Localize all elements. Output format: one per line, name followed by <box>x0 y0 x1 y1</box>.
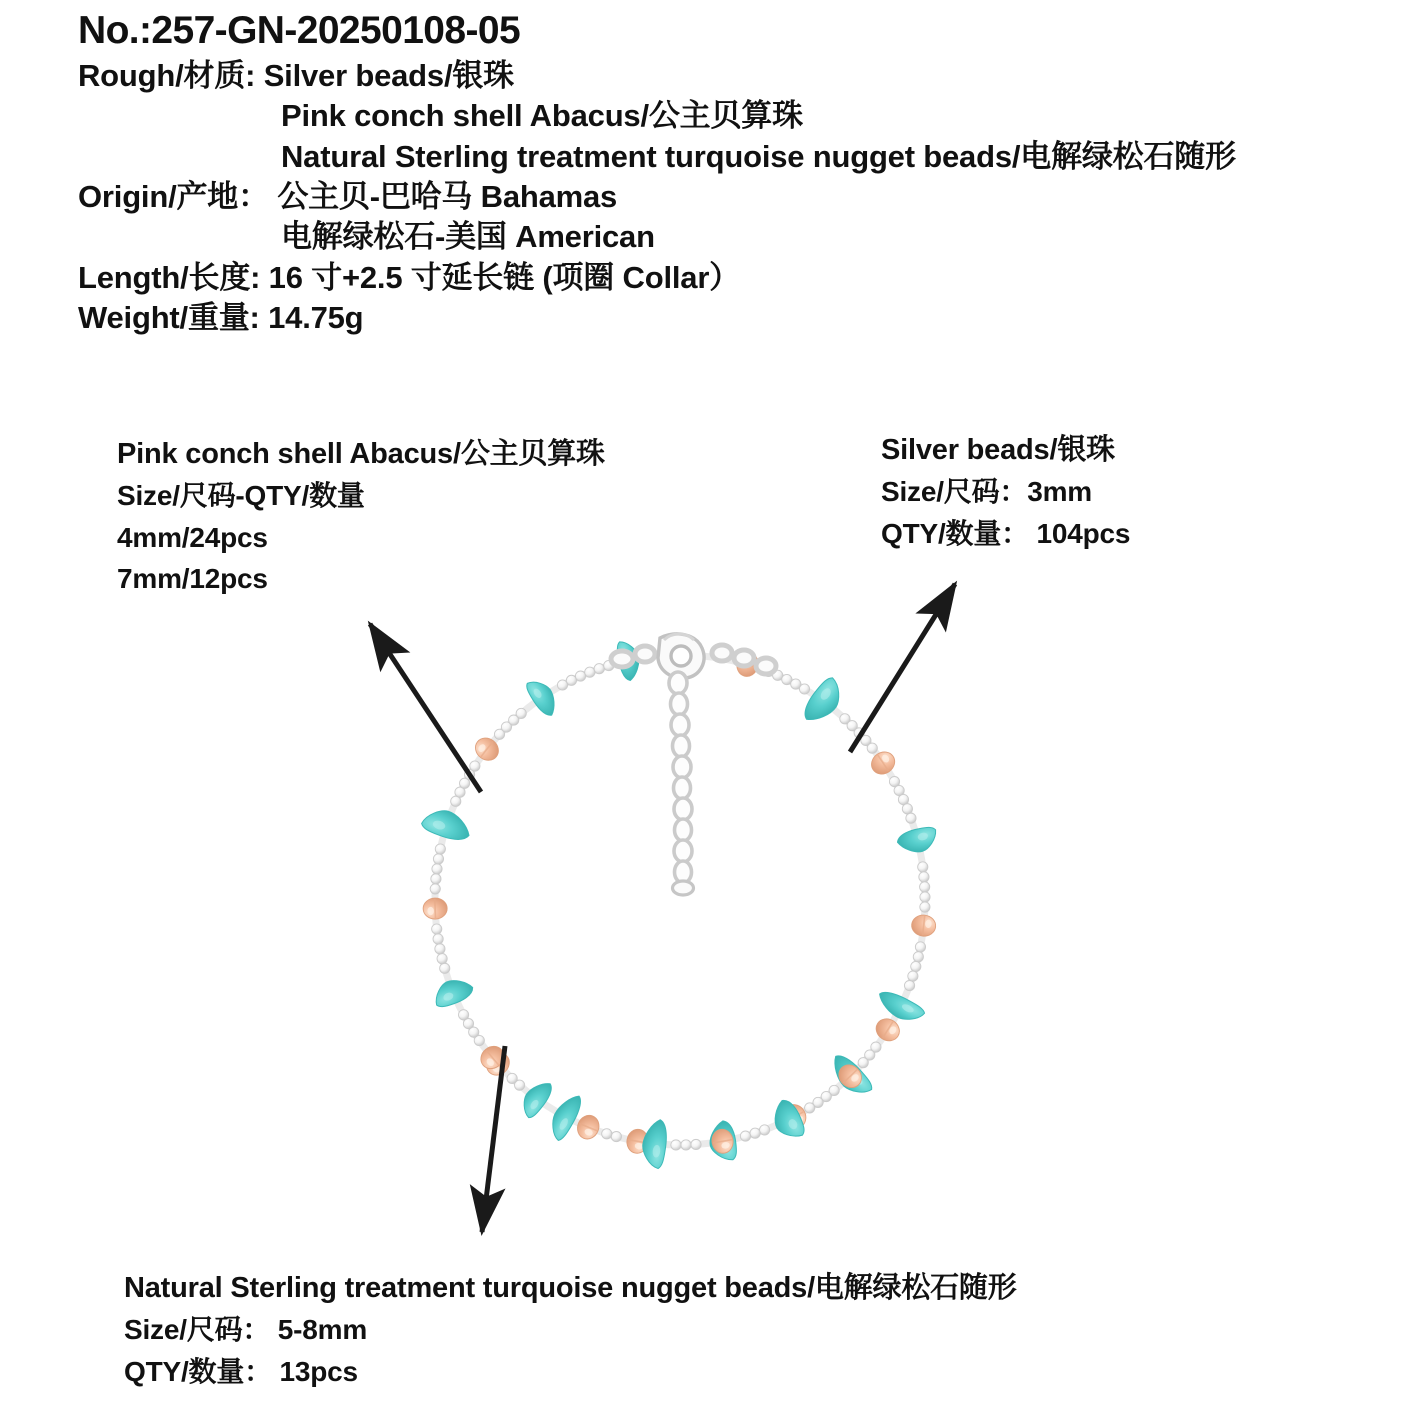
silver-seed-bead <box>904 981 914 991</box>
silver-seed-bead <box>432 924 442 934</box>
rough-value-3: Natural Sterling treatment turquoise nugget beads/电解绿松石随形 <box>281 138 1236 174</box>
rough-label: Rough/材质: <box>78 58 256 94</box>
callout-turquoise-size: Size/尺码： 5-8mm <box>124 1314 368 1346</box>
turquoise-nugget-bead <box>640 1118 668 1169</box>
silver-seed-bead <box>585 667 595 677</box>
silver-seed-bead <box>671 1140 681 1150</box>
silver-seed-bead <box>918 862 928 872</box>
product-illustration <box>0 520 1417 1280</box>
turquoise-nugget-bead <box>523 675 562 719</box>
silver-seed-bead <box>908 971 918 981</box>
callout-pink-conch-title: Pink conch shell Abacus/公主贝算珠 <box>117 438 605 470</box>
silver-seed-bead <box>566 675 576 685</box>
silver-seed-bead <box>906 813 916 823</box>
silver-seed-bead <box>681 1140 691 1150</box>
callout-turquoise-nugget-beads <box>124 1268 1017 1392</box>
silver-seed-bead <box>691 1139 701 1149</box>
document-number: No.:257-GN-20250108-05 <box>78 9 521 52</box>
silver-seed-bead <box>507 1073 517 1083</box>
pink-conch-shell-bead <box>911 914 937 937</box>
silver-seed-bead <box>740 1131 750 1141</box>
silver-seed-bead <box>858 1058 868 1068</box>
origin-value-2: 电解绿松石-美国 American <box>281 219 655 255</box>
silver-seed-bead <box>430 884 440 894</box>
rough-value-1: Silver beads/银珠 <box>263 58 514 94</box>
silver-seed-bead <box>594 664 604 674</box>
silver-seed-bead <box>433 934 443 944</box>
silver-seed-bead <box>898 794 908 804</box>
extender-end-tag <box>673 881 694 895</box>
pink-conch-shell-bead <box>574 1112 602 1142</box>
rough-value-2: Pink conch shell Abacus/公主贝算珠 <box>281 98 803 134</box>
arrow-to-silver-beads <box>850 584 955 752</box>
turquoise-nugget-bead <box>430 974 476 1010</box>
weight-label: Weight/重量: <box>78 299 260 335</box>
silver-seed-bead <box>915 942 925 952</box>
length-value: 16 寸+2.5 寸延长链 (项圈 Collar） <box>268 259 740 295</box>
callout-pink-conch-size-4mm: 4mm/24pcs <box>117 521 268 553</box>
rough-material-line-3 <box>78 137 1378 177</box>
silver-seed-bead <box>611 1132 621 1142</box>
silver-seed-bead <box>435 944 445 954</box>
bead-facet-line <box>435 899 436 918</box>
silver-seed-bead <box>911 961 921 971</box>
origin-label: Origin/产地： <box>78 178 269 214</box>
silver-seed-bead <box>440 963 450 973</box>
callout-pink-conch-size-7mm: 7mm/12pcs <box>117 563 268 595</box>
silver-seed-bead <box>516 708 526 718</box>
callout-silver-beads-title: Silver beads/银珠 <box>881 434 1115 466</box>
arrow-to-pink-conch <box>370 624 481 792</box>
callout-pink-conch-size-qty-header: Size/尺码-QTY/数量 <box>117 480 365 512</box>
silver-seed-bead <box>894 785 904 795</box>
length-label: Length/长度: <box>78 259 261 295</box>
silver-seed-bead <box>437 954 447 964</box>
callout-silver-beads-qty: QTY/数量： 104pcs <box>881 517 1131 549</box>
weight-line <box>78 298 1378 338</box>
specification-block <box>78 8 1378 338</box>
length-line <box>78 258 1378 298</box>
callout-turquoise-qty: QTY/数量： 13pcs <box>124 1355 358 1387</box>
silver-seed-bead <box>750 1128 760 1138</box>
silver-seed-bead <box>451 796 461 806</box>
silver-seed-bead <box>867 743 877 753</box>
silver-seed-bead <box>435 844 445 854</box>
rough-material-line-2 <box>78 96 1378 136</box>
silver-seed-bead <box>432 864 442 874</box>
silver-seed-bead <box>919 872 929 882</box>
silver-seed-bead <box>602 1129 612 1139</box>
rough-material-line-1 <box>78 56 1378 96</box>
silver-seed-bead <box>920 902 930 912</box>
silver-seed-bead <box>433 854 443 864</box>
silver-seed-bead <box>575 671 585 681</box>
callout-silver-beads-size: Size/尺码：3mm <box>881 476 1092 508</box>
silver-seed-bead <box>920 892 930 902</box>
turquoise-nugget-bead <box>896 825 940 857</box>
silver-seed-bead <box>805 1103 815 1113</box>
pink-conch-shell-bead <box>423 898 448 920</box>
turquoise-nugget-bead <box>420 805 474 845</box>
silver-seed-bead <box>920 882 930 892</box>
origin-value-1: 公主贝-巴哈马 Bahamas <box>277 178 618 214</box>
silver-seed-bead <box>902 804 912 814</box>
weight-value: 14.75g <box>268 299 364 335</box>
extension-chain <box>669 672 692 883</box>
silver-seed-bead <box>799 684 809 694</box>
turquoise-nugget-bead <box>767 1097 808 1144</box>
origin-line-2 <box>78 217 1378 257</box>
callout-turquoise-title: Natural Sterling treatment turquoise nugget beads/电解绿松石随形 <box>124 1272 1017 1304</box>
silver-seed-bead <box>913 952 923 962</box>
silver-seed-bead <box>458 1010 468 1020</box>
origin-line-1 <box>78 177 1378 217</box>
necklace-diagram <box>0 520 1417 1280</box>
silver-seed-bead <box>431 874 441 884</box>
silver-seed-bead <box>760 1125 770 1135</box>
silver-seed-bead <box>470 761 480 771</box>
